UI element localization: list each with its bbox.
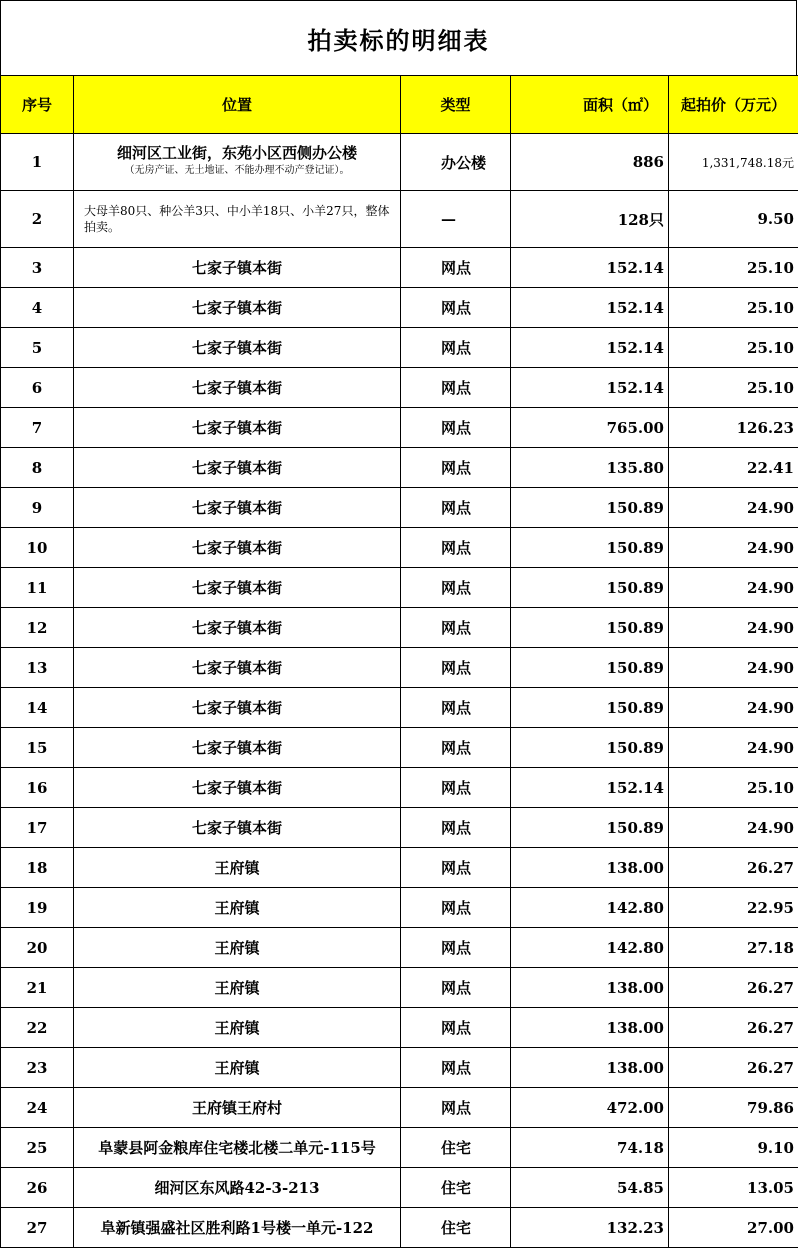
location-main: 细河区工业街，东苑小区西侧办公楼 [116,144,357,162]
cell-type: 网点 [401,768,511,808]
cell-price: 24.90 [669,608,798,648]
cell-location: 细河区东风路42-3-213 [74,1168,401,1208]
cell-price: 25.10 [669,768,798,808]
cell-no: 4 [1,288,74,328]
cell-area: 150.89 [511,568,669,608]
table-row [1,1008,798,1048]
table-row [1,888,798,928]
table-row [1,768,798,808]
cell-no: 9 [1,488,74,528]
cell-price: 27.00 [669,1208,798,1248]
cell-no: 14 [1,688,74,728]
cell-type: 网点 [401,648,511,688]
table-row [1,928,798,968]
table-row [1,1168,798,1208]
cell-area: 138.00 [511,968,669,1008]
cell-price: 1,331,748.18元 [669,134,798,191]
cell-area: 138.00 [511,1008,669,1048]
cell-price: 24.90 [669,488,798,528]
cell-location: 王府镇 [74,888,401,928]
cell-type: 网点 [401,728,511,768]
cell-no: 6 [1,368,74,408]
table-row [1,1088,798,1128]
cell-price: 24.90 [669,688,798,728]
cell-area: 152.14 [511,248,669,288]
cell-price: 24.90 [669,808,798,848]
cell-type: 网点 [401,848,511,888]
header-type: 类型 [401,76,511,134]
table-row [1,488,798,528]
cell-location: 七家子镇本街 [74,768,401,808]
cell-no: 21 [1,968,74,1008]
cell-area: 150.89 [511,648,669,688]
cell-location: 阜新镇强盛社区胜利路1号楼一单元-122 [74,1208,401,1248]
cell-location: 王府镇 [74,1008,401,1048]
cell-type: 网点 [401,288,511,328]
cell-no: 16 [1,768,74,808]
table-row [1,648,798,688]
cell-price: 24.90 [669,568,798,608]
cell-no: 20 [1,928,74,968]
cell-area: 132.23 [511,1208,669,1248]
table-row [1,728,798,768]
cell-no: 1 [1,134,74,191]
cell-type: 网点 [401,1088,511,1128]
cell-type: 网点 [401,1048,511,1088]
cell-location: 七家子镇本街 [74,608,401,648]
cell-no: 5 [1,328,74,368]
cell-area: 152.14 [511,328,669,368]
cell-area: 150.89 [511,528,669,568]
cell-location: 王府镇 [74,968,401,1008]
cell-type: 住宅 [401,1128,511,1168]
cell-type: — [401,191,511,248]
cell-price: 26.27 [669,968,798,1008]
cell-no: 8 [1,448,74,488]
cell-price: 24.90 [669,648,798,688]
table-header-row [1,76,798,134]
cell-location: 七家子镇本街 [74,648,401,688]
cell-no: 24 [1,1088,74,1128]
cell-no: 17 [1,808,74,848]
table-row [1,191,798,248]
cell-no: 15 [1,728,74,768]
cell-price: 27.18 [669,928,798,968]
cell-price: 79.86 [669,1088,798,1128]
cell-type: 网点 [401,488,511,528]
cell-location: 七家子镇本街 [74,568,401,608]
cell-type: 网点 [401,688,511,728]
cell-type: 网点 [401,568,511,608]
cell-location: 王府镇 [74,928,401,968]
cell-type: 网点 [401,248,511,288]
cell-type: 网点 [401,328,511,368]
cell-no: 26 [1,1168,74,1208]
header-area: 面积（㎡） [511,76,669,134]
cell-no: 18 [1,848,74,888]
cell-type: 办公楼 [401,134,511,191]
cell-price: 22.95 [669,888,798,928]
cell-area: 138.00 [511,1048,669,1088]
cell-area: 74.18 [511,1128,669,1168]
cell-price: 26.27 [669,1048,798,1088]
cell-type: 网点 [401,408,511,448]
cell-price: 25.10 [669,328,798,368]
cell-location: 七家子镇本街 [74,328,401,368]
cell-price: 25.10 [669,368,798,408]
cell-type: 网点 [401,608,511,648]
cell-no: 19 [1,888,74,928]
cell-area: 886 [511,134,669,191]
cell-price: 25.10 [669,288,798,328]
cell-area: 150.89 [511,728,669,768]
cell-location: 七家子镇本街 [74,528,401,568]
cell-location: 七家子镇本街 [74,688,401,728]
cell-no: 12 [1,608,74,648]
cell-no: 11 [1,568,74,608]
table-row [1,448,798,488]
cell-area: 54.85 [511,1168,669,1208]
cell-area: 142.80 [511,888,669,928]
cell-price: 24.90 [669,528,798,568]
table-row [1,408,798,448]
auction-table [0,75,798,1248]
cell-no: 23 [1,1048,74,1088]
cell-type: 住宅 [401,1168,511,1208]
table-row [1,134,798,191]
cell-location: 七家子镇本街 [74,728,401,768]
cell-no: 25 [1,1128,74,1168]
cell-area: 152.14 [511,288,669,328]
cell-no: 3 [1,248,74,288]
cell-location: 七家子镇本街 [74,488,401,528]
cell-type: 网点 [401,968,511,1008]
cell-type: 住宅 [401,1208,511,1248]
cell-area: 138.00 [511,848,669,888]
cell-location: 大母羊80只、种公羊3只、中小羊18只、小羊27只，整体拍卖。 [74,191,401,248]
cell-price: 9.10 [669,1128,798,1168]
cell-location: 王府镇 [74,848,401,888]
cell-no: 7 [1,408,74,448]
header-location: 位置 [74,76,401,134]
table-row [1,968,798,1008]
cell-location: 七家子镇本街 [74,448,401,488]
cell-type: 网点 [401,808,511,848]
cell-price: 22.41 [669,448,798,488]
cell-type: 网点 [401,528,511,568]
cell-price: 26.27 [669,1008,798,1048]
cell-price: 26.27 [669,848,798,888]
cell-type: 网点 [401,368,511,408]
table-row [1,288,798,328]
cell-area: 142.80 [511,928,669,968]
cell-area: 765.00 [511,408,669,448]
cell-type: 网点 [401,888,511,928]
page-title: 拍卖标的明细表 [0,0,797,75]
cell-area: 150.89 [511,488,669,528]
cell-type: 网点 [401,448,511,488]
cell-price: 24.90 [669,728,798,768]
cell-area: 150.89 [511,608,669,648]
cell-type: 网点 [401,928,511,968]
cell-area: 128只 [511,191,669,248]
cell-no: 22 [1,1008,74,1048]
table-row [1,1208,798,1248]
cell-location [74,134,401,191]
table-row [1,1128,798,1168]
cell-no: 13 [1,648,74,688]
cell-price: 126.23 [669,408,798,448]
cell-location: 七家子镇本街 [74,288,401,328]
cell-location: 阜蒙县阿金粮库住宅楼北楼二单元-115号 [74,1128,401,1168]
cell-area: 152.14 [511,368,669,408]
table-row [1,608,798,648]
table-row [1,1048,798,1088]
table-row [1,808,798,848]
table-row [1,368,798,408]
cell-location: 七家子镇本街 [74,808,401,848]
cell-area: 135.80 [511,448,669,488]
location-note: （无房产证、无土地证、不能办理不动产登记证）。 [124,165,350,176]
cell-area: 152.14 [511,768,669,808]
table-row [1,688,798,728]
cell-location: 七家子镇本街 [74,248,401,288]
cell-no: 27 [1,1208,74,1248]
table-row [1,568,798,608]
table-row [1,848,798,888]
cell-type: 网点 [401,1008,511,1048]
cell-area: 150.89 [511,688,669,728]
cell-no: 2 [1,191,74,248]
table-row [1,328,798,368]
cell-area: 150.89 [511,808,669,848]
header-no: 序号 [1,76,74,134]
header-price: 起拍价（万元） [669,76,798,134]
cell-location: 王府镇王府村 [74,1088,401,1128]
table-row [1,248,798,288]
cell-price: 25.10 [669,248,798,288]
cell-location: 七家子镇本街 [74,368,401,408]
cell-location: 七家子镇本街 [74,408,401,448]
cell-price: 13.05 [669,1168,798,1208]
cell-location: 王府镇 [74,1048,401,1088]
cell-no: 10 [1,528,74,568]
cell-price: 9.50 [669,191,798,248]
table-row [1,528,798,568]
cell-area: 472.00 [511,1088,669,1128]
